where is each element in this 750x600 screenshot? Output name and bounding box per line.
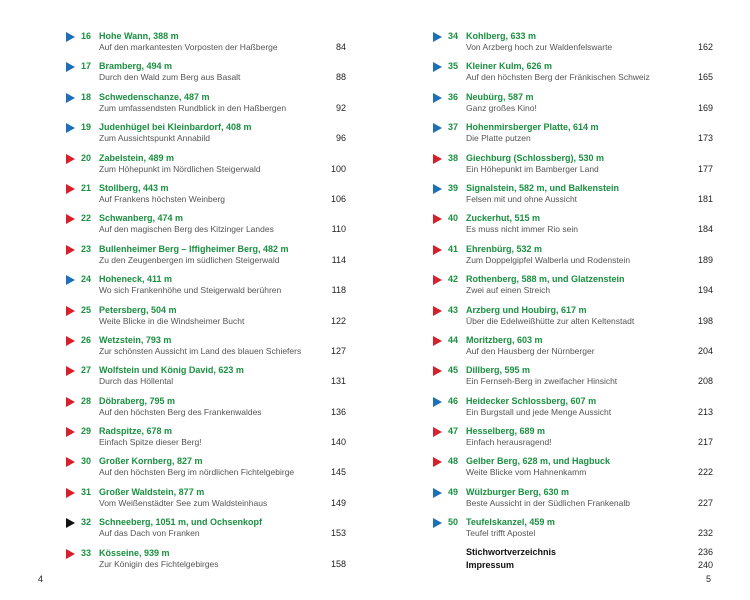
toc-entry[interactable] (66, 304, 346, 334)
triangle-marker-icon (433, 62, 442, 72)
tour-title: Petersberg, 504 m (99, 304, 177, 315)
page-ref: 136 (330, 406, 346, 417)
page-ref: 208 (697, 376, 713, 387)
tour-number: 23 (81, 243, 92, 254)
tour-number: 26 (81, 334, 92, 345)
triangle-marker-icon (433, 214, 442, 224)
page-number-left: 4 (38, 574, 44, 584)
tour-subtitle: Auf den höchsten Berg der Fränkischen Schweiz (466, 72, 650, 83)
toc-entry[interactable] (433, 91, 713, 121)
triangle-marker-icon (433, 154, 442, 164)
page-ref: 114 (331, 254, 346, 265)
page-ref: 222 (697, 467, 713, 478)
tour-number: 35 (448, 61, 459, 72)
tour-subtitle: Es muss nicht immer Rio sein (466, 224, 578, 235)
tour-number: 34 (448, 31, 459, 41)
tour-subtitle: Auf den magischen Berg des Kitzinger Landes (99, 224, 274, 235)
triangle-marker-icon (433, 184, 442, 194)
tour-title: Hohe Wann, 388 m (99, 31, 179, 41)
tour-subtitle: Auf den höchsten Berg des Frankenwaldes (99, 406, 262, 417)
tour-subtitle: Auf den höchsten Berg im nördlichen Fichtelgebirge (99, 467, 295, 478)
toc-entry[interactable] (433, 273, 713, 303)
tour-subtitle: Weite Blicke in die Windsheimer Bucht (99, 315, 245, 326)
page-ref: 122 (330, 315, 346, 326)
tour-subtitle: Einfach Spitze dieser Berg! (99, 437, 202, 448)
tour-title: Giechburg (Schlossberg), 530 m (466, 152, 605, 163)
triangle-marker-icon (66, 457, 75, 467)
triangle-marker-icon (433, 366, 442, 376)
toc-entry[interactable] (66, 455, 346, 485)
back-matter-title: Impressum (466, 559, 515, 570)
toc-entry[interactable] (433, 121, 713, 151)
tour-title: Wülzburger Berg, 630 m (466, 486, 570, 497)
triangle-marker-icon (433, 306, 442, 316)
tour-number: 38 (448, 152, 459, 163)
tour-number: 45 (448, 365, 459, 376)
right-column (433, 30, 713, 573)
page-ref: 88 (335, 72, 346, 83)
toc-entry[interactable] (66, 425, 346, 455)
toc-entry[interactable] (66, 334, 346, 364)
page-ref: 194 (697, 285, 713, 296)
tour-number: 47 (448, 426, 459, 437)
toc-entry[interactable] (433, 395, 713, 425)
tour-title: Schneeberg, 1051 m, und Ochsenkopf (99, 517, 263, 528)
triangle-marker-icon (66, 62, 75, 72)
tour-title: Hoheneck, 411 m (99, 274, 173, 285)
tour-number: 39 (448, 182, 459, 193)
tour-subtitle: Über die Edelweißhütte zur alten Keltenstadt (466, 315, 635, 326)
tour-number: 50 (448, 517, 459, 528)
tour-subtitle: Auf den Hausberg der Nürnberger (466, 345, 595, 356)
page-ref: 110 (331, 224, 346, 235)
tour-number: 31 (81, 486, 92, 497)
triangle-marker-icon (66, 397, 75, 407)
tour-title: Moritzberg, 603 m (466, 334, 543, 345)
tour-subtitle: Durch den Wald zum Berg aus Basalt (99, 72, 241, 83)
triangle-marker-icon (66, 275, 75, 285)
page-ref: 165 (697, 72, 713, 83)
triangle-marker-icon (66, 518, 75, 528)
triangle-marker-icon (66, 32, 75, 42)
back-matter-entry[interactable] (433, 560, 713, 573)
tour-number: 29 (81, 426, 92, 437)
tour-title: Heidecker Schlossberg, 607 m (466, 395, 597, 406)
page-ref: 213 (697, 406, 713, 417)
tour-number: 25 (81, 304, 92, 315)
page-ref: 173 (697, 133, 713, 144)
triangle-marker-icon (433, 397, 442, 407)
page-ref: 100 (330, 163, 346, 174)
triangle-marker-icon (433, 336, 442, 346)
tour-title: Schwanberg, 474 m (99, 213, 184, 224)
tour-subtitle: Auf Frankens höchsten Weinberg (99, 193, 225, 204)
toc-entry[interactable] (66, 516, 346, 546)
tour-number: 16 (81, 31, 92, 41)
tour-title: Radspitze, 678 m (99, 426, 173, 437)
triangle-marker-icon (433, 488, 442, 498)
toc-entry[interactable] (433, 364, 713, 394)
toc-entry[interactable] (433, 243, 713, 273)
back-matter-title: Stichwortverzeichnis (466, 546, 557, 557)
toc-entry[interactable] (66, 212, 346, 242)
tour-title: Arzberg und Houbirg, 617 m (466, 304, 587, 315)
toc-entry[interactable] (433, 425, 713, 455)
toc-entry[interactable] (66, 30, 346, 60)
tour-title: Dillberg, 595 m (466, 365, 531, 376)
tour-title: Kösseine, 939 m (99, 547, 170, 558)
triangle-marker-icon (433, 275, 442, 285)
tour-subtitle: Zum Doppelgipfel Walberla und Rodenstein (466, 254, 631, 265)
tour-subtitle: Weite Blicke vom Hahnenkamm (466, 467, 587, 478)
triangle-marker-icon (433, 427, 442, 437)
triangle-marker-icon (433, 518, 442, 528)
tour-number: 46 (448, 395, 459, 406)
tour-number: 30 (81, 456, 92, 467)
triangle-marker-icon (433, 245, 442, 255)
tour-number: 19 (81, 122, 92, 133)
triangle-marker-icon (66, 366, 75, 376)
page-ref: 118 (331, 285, 346, 296)
toc-entry[interactable] (433, 182, 713, 212)
tour-number: 43 (448, 304, 459, 315)
tour-subtitle: Wo sich Frankenhöhe und Steigerwald berühren (99, 285, 282, 296)
page-ref: 162 (697, 42, 713, 52)
tour-number: 20 (81, 152, 92, 163)
tour-title: Hohenmirsberger Platte, 614 m (466, 122, 599, 133)
triangle-marker-icon (433, 123, 442, 133)
toc-entry[interactable] (433, 152, 713, 182)
tour-subtitle: Zwei auf einen Streich (466, 285, 551, 296)
toc-entry[interactable] (66, 60, 346, 90)
page-ref: 240 (697, 559, 713, 570)
toc-entry[interactable] (66, 91, 346, 121)
toc-entry[interactable] (66, 364, 346, 394)
tour-title: Stollberg, 443 m (99, 182, 169, 193)
tour-number: 42 (448, 274, 459, 285)
toc-entry[interactable] (66, 395, 346, 425)
tour-subtitle: Zur Königin des Fichtelgebirges (99, 558, 219, 569)
page-ref: 84 (335, 42, 346, 52)
triangle-marker-icon (433, 32, 442, 42)
tour-title: Zabelstein, 489 m (99, 152, 175, 163)
tour-title: Großer Waldstein, 877 m (99, 486, 205, 497)
tour-subtitle: Beste Aussicht in der Südlichen Frankenalb (466, 497, 630, 508)
tour-title: Kohlberg, 633 m (466, 31, 537, 41)
triangle-marker-icon (66, 427, 75, 437)
page-number-right: 5 (706, 574, 712, 584)
tour-number: 32 (81, 517, 92, 528)
page-ref: 204 (697, 345, 713, 356)
page-ref: 181 (697, 193, 713, 204)
tour-subtitle: Durch das Höllental (99, 376, 174, 387)
triangle-marker-icon (66, 184, 75, 194)
tour-title: Döbraberg, 795 m (99, 395, 176, 406)
tour-subtitle: Felsen mit und ohne Aussicht (466, 193, 578, 204)
triangle-marker-icon (433, 457, 442, 467)
toc-entry[interactable] (66, 547, 346, 577)
tour-subtitle: Zum Aussichtspunkt Annabild (99, 133, 211, 144)
page-ref: 145 (330, 467, 346, 478)
tour-number: 44 (448, 334, 459, 345)
tour-title: Bramberg, 494 m (99, 61, 173, 72)
page-ref: 198 (697, 315, 713, 326)
toc-entry[interactable] (433, 455, 713, 485)
tour-title: Kleiner Kulm, 626 m (466, 61, 553, 72)
tour-title: Gelber Berg, 628 m, und Hagbuck (466, 456, 611, 467)
tour-subtitle: Auf den markantesten Vorposten der Haßberge (99, 42, 278, 52)
toc-entry[interactable] (433, 212, 713, 242)
toc-entry[interactable] (433, 486, 713, 516)
tour-subtitle: Teufel trifft Apostel (466, 528, 536, 539)
tour-number: 48 (448, 456, 459, 467)
page-ref: 149 (330, 497, 346, 508)
tour-title: Rothenberg, 588 m, und Glatzenstein (466, 274, 625, 285)
tour-subtitle: Auf das Dach von Franken (99, 528, 200, 539)
triangle-marker-icon (66, 549, 75, 559)
tour-number: 27 (81, 365, 92, 376)
tour-number: 21 (81, 182, 92, 193)
toc-entry[interactable] (66, 486, 346, 516)
page-ref: 184 (697, 224, 713, 235)
toc-entry[interactable] (66, 243, 346, 273)
page-ref: 158 (330, 558, 346, 569)
triangle-marker-icon (66, 306, 75, 316)
tour-title: Teufelskanzel, 459 m (466, 517, 555, 528)
tour-subtitle: Ein Höhepunkt im Bamberger Land (466, 163, 599, 174)
tour-number: 41 (448, 243, 459, 254)
tour-title: Zuckerhut, 515 m (466, 213, 541, 224)
page-ref: 217 (697, 437, 713, 448)
tour-subtitle: Zur schönsten Aussicht im Land des blauen Schiefers (99, 345, 302, 356)
tour-subtitle: Ein Burgstall und jede Menge Aussicht (466, 406, 612, 417)
page-ref: 189 (697, 254, 713, 265)
toc-entry[interactable] (66, 182, 346, 212)
tour-title: Neubürg, 587 m (466, 91, 534, 102)
tour-title: Hesselberg, 689 m (466, 426, 546, 437)
tour-subtitle: Ein Fernseh-Berg in zweifacher Hinsicht (466, 376, 618, 387)
page-ref: 106 (330, 193, 346, 204)
tour-subtitle: Die Platte putzen (466, 133, 531, 144)
toc-entry[interactable] (433, 30, 713, 60)
triangle-marker-icon (66, 245, 75, 255)
back-matter-entry[interactable] (433, 547, 713, 560)
triangle-marker-icon (66, 214, 75, 224)
tour-title: Ehrenbürg, 532 m (466, 243, 543, 254)
tour-subtitle: Zu den Zeugenbergen im südlichen Steigerwald (99, 254, 280, 265)
tour-subtitle: Zum umfassendsten Rundblick in den Haßbergen (99, 102, 287, 113)
tour-number: 40 (448, 213, 459, 224)
tour-number: 22 (81, 213, 92, 224)
tour-number: 24 (81, 274, 92, 285)
tour-number: 37 (448, 122, 459, 133)
triangle-marker-icon (66, 154, 75, 164)
toc-entry[interactable] (433, 516, 713, 546)
tour-title: Wetzstein, 793 m (99, 334, 172, 345)
page-ref: 236 (697, 546, 713, 557)
page-ref: 232 (697, 528, 713, 539)
page-ref: 227 (697, 497, 713, 508)
toc-entry[interactable] (433, 60, 713, 90)
toc-entry[interactable] (433, 304, 713, 334)
page-ref: 131 (330, 376, 346, 387)
tour-title: Schwedenschanze, 487 m (99, 91, 210, 102)
tour-subtitle: Ganz großes Kino! (466, 102, 537, 113)
tour-number: 36 (448, 91, 459, 102)
page-ref: 140 (330, 437, 346, 448)
tour-title: Wolfstein und König David, 623 m (99, 365, 244, 376)
tour-number: 49 (448, 486, 459, 497)
tour-title: Großer Kornberg, 827 m (99, 456, 203, 467)
tour-title: Signalstein, 582 m, und Balkenstein (466, 182, 620, 193)
toc-entry[interactable] (66, 121, 346, 151)
page-ref: 153 (330, 528, 346, 539)
left-column (66, 30, 346, 577)
tour-subtitle: Zum Höhepunkt im Nördlichen Steigerwald (99, 163, 261, 174)
triangle-marker-icon (433, 93, 442, 103)
tour-title: Bullenheimer Berg – Iffigheimer Berg, 482 m (99, 243, 289, 254)
page-ref: 96 (335, 133, 346, 144)
tour-subtitle: Einfach herausragend! (466, 437, 552, 448)
toc-entry[interactable] (433, 334, 713, 364)
page-ref: 169 (697, 102, 713, 113)
toc-entry[interactable] (66, 273, 346, 303)
toc-entry[interactable] (66, 152, 346, 182)
triangle-marker-icon (66, 336, 75, 346)
triangle-marker-icon (66, 93, 75, 103)
page-ref: 127 (330, 345, 346, 356)
page-ref: 92 (335, 102, 346, 113)
tour-subtitle: Von Arzberg hoch zur Waldenfelswarte (466, 42, 613, 52)
triangle-marker-icon (66, 123, 75, 133)
tour-number: 28 (81, 395, 92, 406)
tour-number: 17 (81, 61, 92, 72)
triangle-marker-icon (66, 488, 75, 498)
tour-subtitle: Vom Weißenstädter See zum Waldsteinhaus (99, 497, 268, 508)
page-ref: 177 (697, 163, 713, 174)
tour-number: 33 (81, 547, 92, 558)
tour-number: 18 (81, 91, 92, 102)
tour-title: Judenhügel bei Kleinbardorf, 408 m (99, 122, 252, 133)
